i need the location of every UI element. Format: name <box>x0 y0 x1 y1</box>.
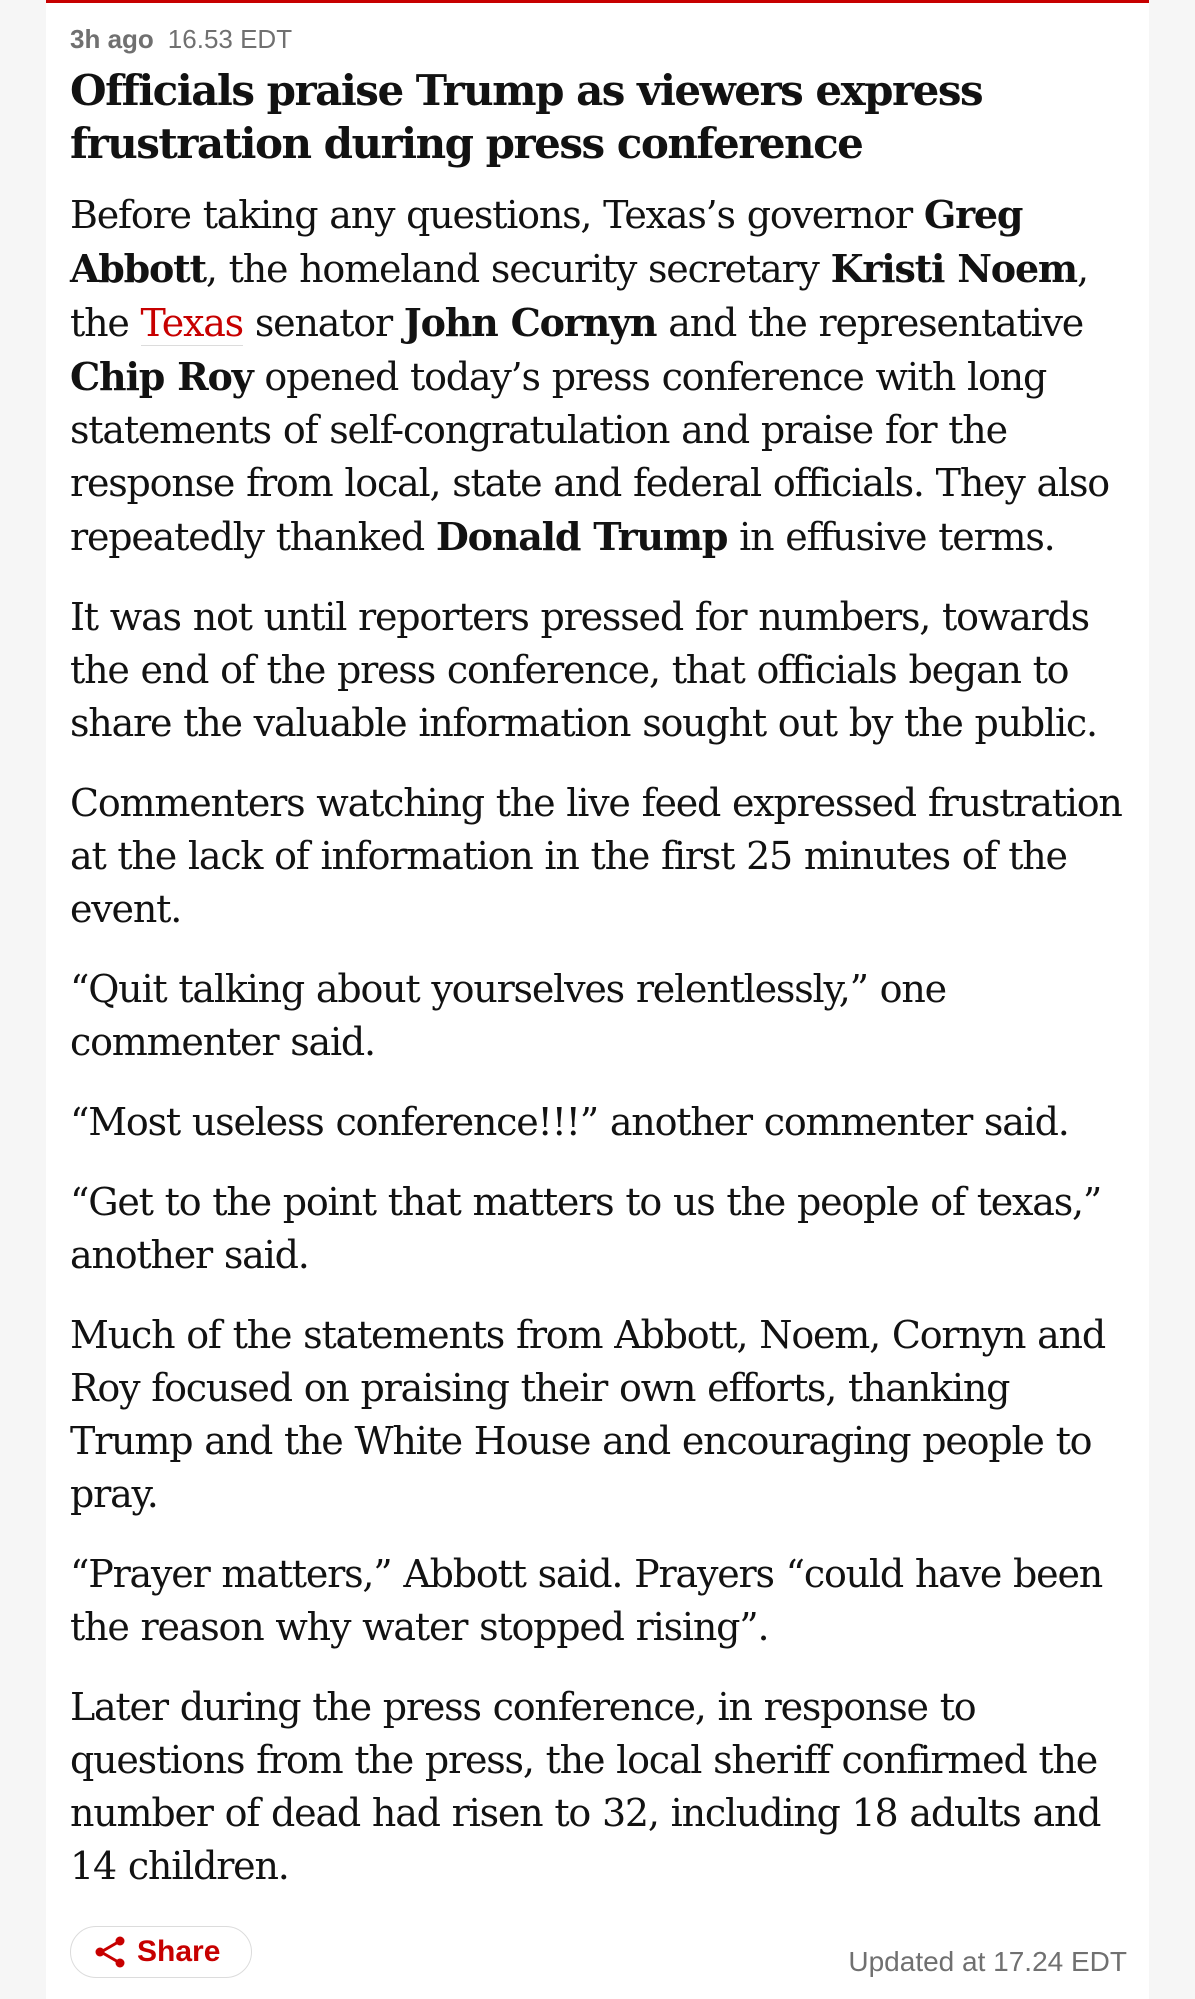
live-blog-entry <box>46 0 1149 1999</box>
paragraph-5: “Most useless conference!!!” another commenter said. <box>70 1100 1069 1144</box>
paragraph-text: and the representative <box>656 301 1084 345</box>
name-john-cornyn: John Cornyn <box>403 300 657 345</box>
relative-time: 3h ago <box>70 24 154 54</box>
name-chip-roy: Chip Roy <box>70 354 253 399</box>
paragraph-text: in effusive terms. <box>727 515 1055 559</box>
name-kristi-noem: Kristi Noem <box>830 246 1077 291</box>
top-accent-rule <box>46 0 1149 3</box>
paragraph-text: , the <box>70 247 1088 345</box>
share-icon <box>93 1936 127 1968</box>
paragraph-4: “Quit talking about yourselves relentlessly,” one commenter said. <box>70 967 946 1064</box>
texas-link[interactable]: Texas <box>140 301 243 345</box>
entry-timestamp <box>70 24 292 55</box>
paragraph-6: “Get to the point that matters to us the people of texas,” another said. <box>70 1180 1102 1277</box>
paragraph-9: Later during the press conference, in response to questions from the press, the local sheriff confirmed the number of dead had risen to 32, including 18 adults and 14 children. <box>70 1685 1101 1888</box>
name-greg-abbott: Greg Abbott <box>70 192 1023 291</box>
paragraph-8: “Prayer matters,” Abbott said. Prayers “could have been the reason why water stopped rising”. <box>70 1552 1103 1649</box>
paragraph-2: It was not until reporters pressed for numbers, towards the end of the press conference, that officials began to share the valuable information sought out by the public. <box>70 595 1097 745</box>
updated-timestamp: Updated at 17.24 EDT <box>848 1946 1127 1977</box>
paragraph-3: Commenters watching the live feed expressed frustration at the lack of information in the first 25 minutes of the event. <box>70 781 1122 931</box>
name-donald-trump: Donald Trump <box>435 514 728 559</box>
paragraph-1 <box>70 188 1122 564</box>
share-button[interactable] <box>70 1926 252 1978</box>
share-label: Share <box>137 1935 221 1968</box>
paragraph-7: Much of the statements from Abbott, Noem, Cornyn and Roy focused on praising their own efforts, thanking Trump and the White House and encouraging people to pray. <box>70 1313 1105 1516</box>
paragraph-text: Before taking any questions, Texas’s governor <box>70 193 924 237</box>
absolute-time: 16.53 EDT <box>167 24 293 54</box>
paragraph-text: opened today’s press conference with long statements of self-congratulation and praise for the response from local, state and federal officials. They also repeatedly thanked <box>70 355 1109 559</box>
entry-headline: Officials praise Trump as viewers express frustration during press conference <box>70 66 983 168</box>
paragraph-text: senator <box>243 301 404 345</box>
entry-body <box>70 188 1122 1920</box>
paragraph-text: , the homeland security secretary <box>205 247 831 291</box>
